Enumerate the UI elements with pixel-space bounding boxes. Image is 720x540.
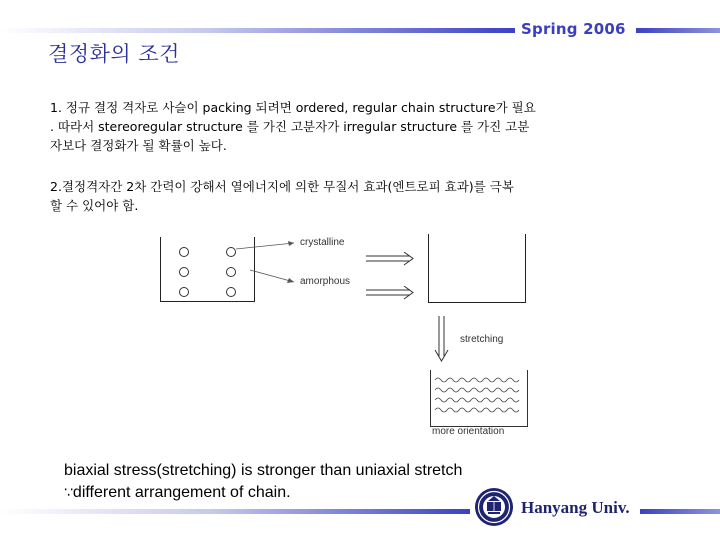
header-rule <box>0 28 515 33</box>
condition-2-line-1: 2.결정격자간 2차 간력이 강해서 열에너지에 의한 무질서 효과(엔트로피 효과)를 극복 <box>50 179 514 194</box>
footer-rule <box>0 509 470 514</box>
slide-title: 결정화의 조건 <box>48 42 180 66</box>
header-rule-tail <box>636 28 720 33</box>
uniaxial-double-arrow-icon <box>366 252 416 266</box>
semester-label: Spring 2006 <box>521 20 626 38</box>
caption-line-1: biaxial stress(stretching) is stronger than uniaxial stretch <box>64 462 463 479</box>
condition-2 <box>50 177 680 215</box>
more-orientation-label: more orientation <box>432 426 505 437</box>
caption-line-2 <box>64 484 291 502</box>
stretched-sample-box <box>428 234 526 303</box>
condition-1-line-3: 자보다 결정화가 될 확률이 높다. <box>50 138 227 153</box>
stretching-diagram <box>160 234 540 440</box>
amorphous-double-arrow-icon <box>366 286 416 300</box>
amorphous-label: amorphous <box>300 276 351 287</box>
condition-1-line-1: 1. 정규 결정 격자로 사슬이 packing 되려면 ordered, regular chain structure가 필요 <box>50 100 536 115</box>
university-name: Hanyang Univ. <box>521 498 630 517</box>
oriented-sample-box <box>430 370 528 427</box>
stretching-label: stretching <box>460 334 504 345</box>
university-seal-icon <box>474 487 514 527</box>
because-symbol: ∵ <box>64 485 73 501</box>
condition-1 <box>50 98 680 155</box>
crystalline-label: crystalline <box>300 237 345 248</box>
condition-2-line-2: 할 수 있어야 함. <box>50 198 139 213</box>
condition-1-line-2: . 따라서 stereoregular structure 를 가진 고분자가 irregular structure 를 가진 고분 <box>50 119 530 134</box>
stretching-down-arrow-icon <box>434 316 450 362</box>
label-leader-lines <box>160 234 320 294</box>
footer-rule-tail <box>640 509 720 514</box>
caption-line-2-text: different arrangement of chain. <box>72 484 291 501</box>
oriented-chains-icon <box>431 374 527 424</box>
